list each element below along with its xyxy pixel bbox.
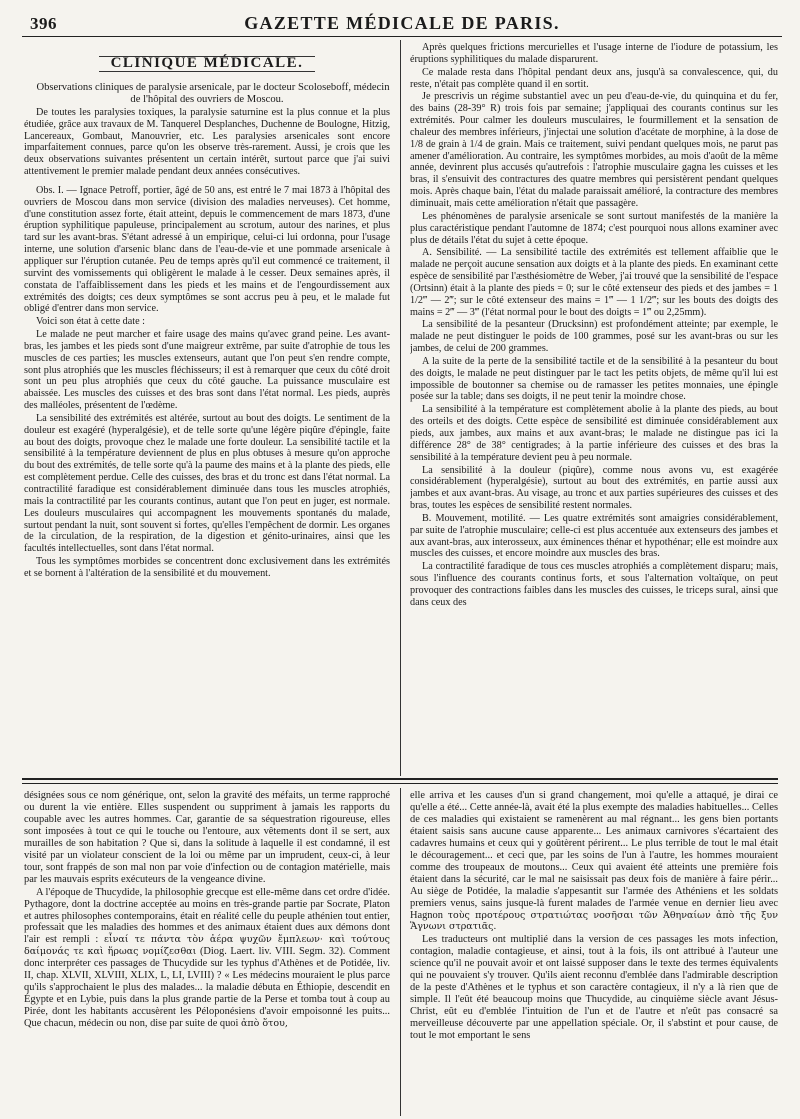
- greek-tail: ἀπὸ ὅτου,: [241, 1018, 288, 1030]
- paragraph: A la suite de la perte de la sensibilité tactile et de la sensibilité à la pesanteur du bout des doigts, le malade ne peut distinguer par le tact les petits objets, de même qu'il lui est impossible de boutonner sa chemise ou de ramasser les petites monnaies, une épingle posée sur la table; dans ses doigts, il ne peut tenir la moindre chose.: [410, 355, 778, 403]
- paragraph-text: A l'époque de Thucydide, la philosophie grecque est elle-même dans cet ordre d'idée. Pythagore, dont la doctrine acceptée au moins en très-grande partie par Socrate, Platon et autres philosophes contemporains, était en réalité celle du peuple athénien tout entier, professait que les maladies des hommes et des animaux étaient dues aux démons dont l'air est rempli :: [24, 886, 390, 946]
- paragraph: Après quelques frictions mercurielles et l'usage interne de l'iodure de potassium, les éruptions syphilitiques du malade disparurent.: [410, 42, 778, 65]
- bottom-left-column: [24, 790, 390, 1115]
- paragraph: désignées sous ce nom générique, ont, selon la gravité des méfaits, un terme rapproché ou durent la vie entière. Elles suspendent ou suppriment à jamais les rapports du coupable avec les autres hommes. Car, garantie de sa séquestration rigoureuse, elles sont imposées à tout ce qui le touche ou l'entoure, aux vêtements dont il se sert, aux murailles de son habitation ? Que si, dans la solitude à laquelle il est condamné, il est visité par un violateur conscient de la loi ou même par un imprudent, ceux-ci, à leur tour, sont frappés de son mal non par voie d'infection ou de contagion matérielle, mais par les mauvais esprits exécuteurs de la vengeance divine.: [24, 790, 390, 885]
- paragraph: Je prescrivis un régime substantiel avec un peu d'eau-de-vie, du quinquina et du fer, des bains (28-39° R) trois fois par semaine; j'appliquai des courants continus sur les extrémités. Pour calmer les douleurs musculaires, le fourmillement et la sensation de chaleur des membres inférieurs, j'injectai une solution d'acétate de morphine, à la dose de 1/8 de grain à 1/4 de grain. Mais ce traitement, suivi pendant quelques mois, ne parut pas amener d'amélioration. Au contraire, les symptômes morbides, au mois d'août de la même année, devinrent plus accusés qu'autrefois : l'atrophie musculaire gagna les cuisses et les bras, il s'ensuivit des contractures des quatre membres qui persistèrent pendant quelques mois. Après chaque bain, l'état du malade paraissait amélioré, la contracture des membres diminuait, mais cette amélioration n'était que passagère.: [410, 91, 778, 209]
- section-title: [24, 56, 390, 72]
- journal-title: GAZETTE MÉDICALE DE PARIS.: [244, 13, 560, 33]
- section-title-text: CLINIQUE MÉDICALE.: [99, 56, 316, 72]
- feuilleton-rule-thin: [22, 783, 778, 784]
- paragraph-text: (Diog. Laert. liv. VIII. Segm. 32). Comment donc interpréter ces passages de Thucydide sur les typhus d'Athènes et de Potidée, liv. II, chap. XLVII, XLVIII, XLIX, L, LI, LVIII) ? « Les médecins mouraient le plus parce qu'ils s'approchaient le plus des malades... la maladie débuta en Éthiopie, descendit en Égypte et en Lybie, puis dans la plus grande partie de la Perse et tomba tout à coup au Pirée, dont les habitants accusèrent les Péloponésiens d'avoir empoisonné les puits... Que chacun, médecin ou non, dise par suite de quoi: [24, 946, 390, 1030]
- feuilleton-rule: [22, 778, 778, 780]
- paragraph: A. Sensibilité. — La sensibilité tactile des extrémités est tellement affaiblie que le malade ne perçoit aucune sensation aux doigts et à la plante des pieds. En examinant cette espèce de sensibilité par l'æsthésiomètre de Weber, j'ai trouvé que la sensibilité de l'espace (Ortsinn) était à la plante des pieds = 0; sur le côté extenseur des pieds et des jambes = 1 1/2‴ — 2‴; sur le côté extenseur des mains = 1‴ — 1 1/2‴; sur les bouts des doigts des mains = 2‴ — 3‴ (l'état normal pour le bout des doigts = 1‴ ou 2,25mm).: [410, 247, 778, 318]
- paragraph: La contractilité faradique de tous ces muscles atrophiés a complètement disparu; mais, sous l'influence des courants continus forts, et sous l'alternation voltaïque, on peut provoquer des contractions faibles dans les muscles des cuisses, le triceps sural, ainsi que dans ceux des: [410, 561, 778, 608]
- paragraph: De toutes les paralysies toxiques, la paralysie saturnine est la plus connue et la plus étudiée, grâce aux travaux de M. Tanquerel Desplanches, Duchenne de Boulogne, Hitzig, Lancereaux, Gombaut, Manouvrier, etc. Les paralysies arsenicales sont encore imparfaitement connues, parce qu'on les observe très-rarement. Aussi, je crois que les deux observations suivantes présentent un certain intérêt, surtout parce que j'ai suivi attentivement le premier malade pendant deux années consécutives.: [24, 106, 390, 178]
- right-column: [410, 42, 778, 774]
- column-rule: [400, 40, 401, 776]
- paragraph-text: elle arriva et les causes d'un si grand changement, moi qu'elle a attaqué, je dirai ce qu'elle a été... Cette année-là, avait été la plus exempte des maladies habituelles... Celles de ces maladies qui existaient se ramenèrent au mal régnant... les gens bien portants étaient saisis sans aucune cause apparente... Les animaux carnivores s'écartaient des cadavres humains et ceux qui y goûtèrent périrent... Le plus terrible de tout le mal était le découragement... et ceci que, par les soins de l'un à l'autre, les hommes mouraient comme des troupeaux de moutons... Ceux qui avaient été atteints une première fois étaient dans la sécurité, car le mal ne saisissait pas deux fois de manière à faire périr... Au siège de Potidée, la maladie s'appesantit sur l'armée des Athéniens et les soldats premiers venus, sains jusque-là furent malades de l'armée venue en dernier lieu avec Hagnon: [410, 790, 778, 921]
- column-rule-bottom: [400, 788, 401, 1116]
- paragraph: [410, 790, 778, 933]
- paragraph: La sensibilité de la pesanteur (Drucksinn) est profondément atteinte; par exemple, le malade ne peut distinguer le poids de 100 grammes, posé sur les avant-bras ou sur les jambes, de celui de 200 grammes.: [410, 319, 778, 355]
- greek-quote: εἶναί τε πάντα τὸν ἀέρα ψυχῶν ἔμπλεων· καὶ τούτους δαίμονάς τε καὶ ἥρωας νομίζεσθαι: [24, 934, 390, 958]
- paragraph: Le malade ne peut marcher et faire usage des mains qu'avec grand peine. Les avant-bras, les jambes et les pieds sont d'une maigreur extrême, par suite d'atrophie de tous les muscles de ces parties; les muscles extenseurs, autant que l'on peut s'en rendre compte, sont plus atrophiés que les muscles fléchisseurs; il est à remarquer que ceux du côté droit sont un peu plus atrophiés que ceux du côté gauche. La puissance musculaire est abaissée. Les muscles des cuisses et des bras sont dans l'état normal. Les pieds, auprès des malléoles, présentent de l'œdème.: [24, 329, 390, 412]
- page-number: 396: [30, 14, 57, 33]
- paragraph: Les traducteurs ont multiplié dans la version de ces passages les mots infection, contagion, maladie contagieuse, et ainsi, tout à la fois, ils ont attribué à l'auteur une science qu'il ne pouvait avoir et ont laissé supposer dans le texte des termes équivalents qui ne pouvaient s'y trouver. Qu'ils aient reconnu d'emblée dans l'admirable description de la peste d'Athènes et le typhus et son caractère contagieux, il n'y a là rien que de simple. Il l'eût été beaucoup moins que Thucydide, au cinquième siècle avant Jésus-Christ, eût eu d'emblée l'intuition de l'un et de l'autre et n'eût pas consacré sa merveilleuse découverte par une appellation spéciale. Or, il s'abstint et pour cause, de tout le mot emportant le sens: [410, 934, 778, 1042]
- bottom-right-column: [410, 790, 778, 1115]
- paragraph: La sensibilité à la température est complètement abolie à la plante des pieds, au bout des orteils et des doigts. Cette espèce de sensibilité est diminuée considérablement aux pieds, aux jambes, aux mains et aux avant-bras; le malade ne distingue pas ici la différence 28° de 38° centigrades; à la partie inférieure des cuisses et des bras la sensibilité à la température devient peu à peu normale.: [410, 404, 778, 463]
- paragraph: Tous les symptômes morbides se concentrent donc exclusivement dans les extrémités et se bornent à l'altération de la sensibilité et du mouvement.: [24, 556, 390, 579]
- greek-quote: τοὺς προτέρους στρατιώτας νοσῆσαι τῶν Ἀθηναίων ἀπὸ τῆς ξυν Ἅγνωνι στρατιᾶς.: [410, 909, 778, 933]
- left-column: [24, 42, 390, 774]
- paragraph: Obs. I. — Ignace Petroff, portier, âgé de 50 ans, est entré le 7 mai 1873 à l'hôpital des ouvriers de Moscou dans mon service (division des maladies nerveuses). Cet homme, d'une constitution assez forte, était atteint, depuis le commencement de mars 1873, d'une éruption syphilitique papuleuse, principalement au scrotum, autour des narines, et plus tard sur les avant-bras. S'étant adressé à un empirique, celui-ci lui ordonna, pour l'usage interne, une solution d'arsenic blanc dans de l'eau-de-vie et une pommade arsenicale à appliquer sur l'éruption cutanée. Peu de temps après qu'il eut commencé ce traitement, il survint des vomissements qui obligèrent le malade à le cesser. Deux semaines après, il constata de l'affaiblissement dans les pieds et les mains et de l'engourdissement aux extrémités des doigts; ces deux symptômes se sont accrus peu à peu, et le malade fut obligé d'entrer dans mon service.: [24, 184, 390, 315]
- article-title: Observations cliniques de paralysie arsenicale, par le docteur Scoloseboff, médecin de l'hôpital des ouvriers de Moscou.: [36, 81, 390, 105]
- paragraph: Ce malade resta dans l'hôpital pendant deux ans, jusqu'à sa convalescence, qui, du reste, n'était pas complète quand il en sortit.: [410, 66, 778, 90]
- paragraph: La sensibilité des extrémités est altérée, surtout au bout des doigts. Le sentiment de la douleur est exagéré (hyperalgésie), et de telle sorte qu'une légère piqûre d'épingle, faite au bout des doigts, provoque chez le malade une forte douleur. La sensibilité tactile et la sensibilité à la température deviennent de plus en plus obtuses à mesure qu'on approche du bout des extrémités, de telle sorte qu'à la paume des mains et à la plante des pieds, elle est complètement perdue. Celle des cuisses, des bras et du tronc est dans l'état normal. La contractilité faradique est considérablement diminuée dans tous les muscles atrophiés, mais la contractilité par les courants continus, autant que l'on peut en juger, est normale. Les douleurs musculaires qui accompagnent les mouvements spontanés du malade, surtout pendant la nuit, sont souvent si fortes, qu'elles l'empêchent de dormir. Les organes de la circulation, de la respiration, de la digestion et génito-urinaires, ainsi que les facultés intellectuelles, sont dans l'état normal.: [24, 412, 390, 555]
- paragraph: [24, 887, 390, 1030]
- paragraph: B. Mouvement, motilité. — Les quatre extrémités sont amaigries considérablement, par suite de l'atrophie musculaire; celle-ci est plus accentuée aux extenseurs des jambes et aux avant-bras, aux interosseux, aux éminences thénar et hypothénar; elle est moindre aux muscles des cuisses, et encore moindre aux muscles des bras.: [410, 512, 778, 560]
- paragraph: Les phénomènes de paralysie arsenicale se sont surtout manifestés de la manière la plus caractéristique pendant l'automne de 1874; c'est pourquoi nous allons examiner avec plus de détails l'état du sujet à cette époque.: [410, 210, 778, 246]
- page-header: [22, 10, 782, 37]
- paragraph: La sensibilité à la douleur (piqûre), comme nous avons vu, est exagérée considérablement (hyperalgésie), surtout au bout des extrémités, en partie aussi aux jambes et aux avant-bras. Au visage, au tronc et aux parties supérieures des cuisses et des bras, toutes les espèces de sensibilité restent normales.: [410, 464, 778, 512]
- paragraph: Voici son état à cette date :: [36, 316, 146, 328]
